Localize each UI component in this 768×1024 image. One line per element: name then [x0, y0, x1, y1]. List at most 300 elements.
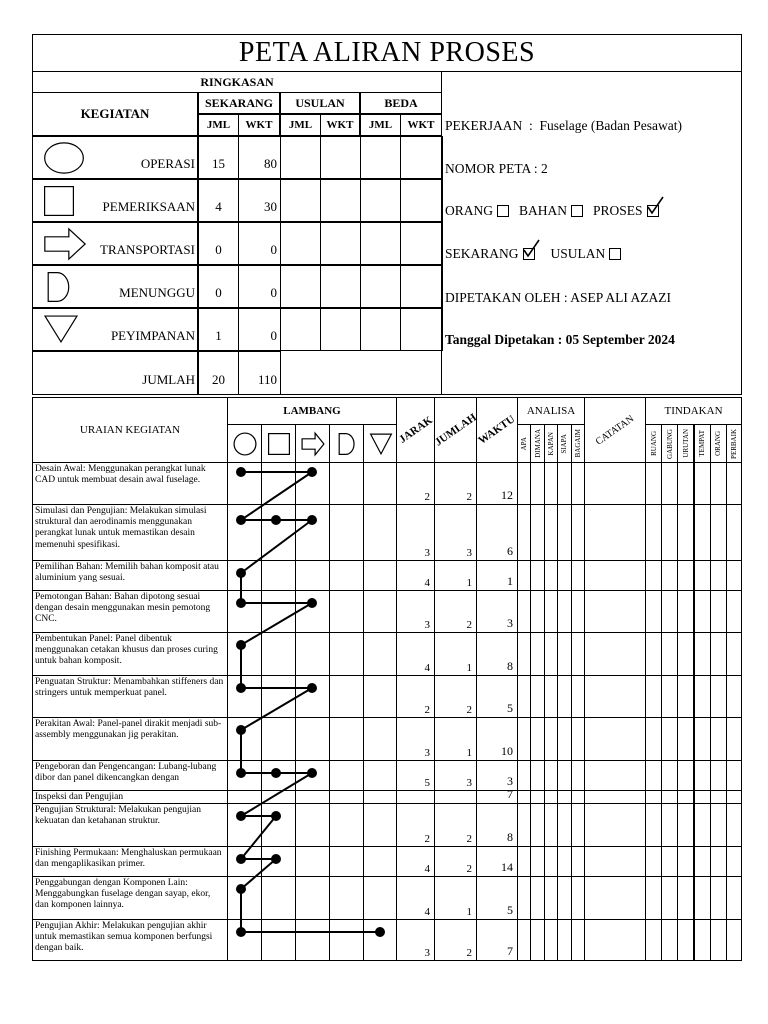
row-description: Pengeboran dan Pengencangan: Lubang-lubang dibor dan panel dikencangkan dengan	[35, 762, 217, 784]
catatan-cell	[584, 675, 646, 718]
analisa-cell	[557, 590, 571, 633]
jml-value: 4	[198, 179, 239, 222]
waktu-value: 3	[476, 590, 518, 633]
tindakan-cell	[677, 846, 694, 877]
tindakan-cell	[694, 919, 711, 961]
lambang-cell	[261, 846, 296, 877]
tindakan-col-label: GABUNG	[665, 428, 674, 459]
lambang-cell	[227, 760, 262, 791]
analisa-cell	[517, 462, 531, 505]
lambang-cell	[295, 803, 330, 847]
lambang-cell	[329, 632, 364, 676]
row-description: Penggabungan dengan Komponen Lain: Menggabungkan fuselage dengan sayap, ekor, dan komponen lainnya.	[35, 878, 211, 911]
catatan-cell	[584, 919, 646, 961]
lambang-col-arrow	[295, 424, 330, 463]
row-description: Pengujian Struktural: Melakukan pengujian kekuatan dan ketahanan struktur.	[35, 805, 201, 827]
lambang-cell	[363, 632, 397, 676]
lambang-cell	[295, 504, 330, 561]
analisa-col-label: BAGAIM	[573, 429, 582, 458]
analisa-cell	[544, 760, 558, 791]
tindakan-cell	[726, 760, 742, 791]
jml-value: 15	[198, 136, 239, 179]
circle-icon	[41, 140, 87, 176]
dipetakan-text: DIPETAKAN OLEH : ASEP ALI AZAZI	[445, 290, 672, 305]
jumlah-value: 2	[434, 675, 477, 718]
tindakan-cell	[677, 790, 694, 804]
tindakan-cell	[710, 675, 727, 718]
lambang-cell	[295, 560, 330, 591]
empty-cell	[360, 179, 401, 222]
lambang-cell	[329, 876, 364, 920]
tindakan-cell	[726, 717, 742, 761]
tindakan-cell	[645, 560, 662, 591]
lambang-cell	[261, 675, 296, 718]
tindakan-cell	[726, 803, 742, 847]
tindakan-cell	[661, 632, 678, 676]
analisa-cell	[571, 760, 585, 791]
lambang-cell	[227, 462, 262, 505]
analisa-cell	[544, 462, 558, 505]
catatan-cell	[584, 590, 646, 633]
tindakan-cell	[661, 462, 678, 505]
waktu-value: 7	[476, 790, 518, 804]
jarak-value: 2	[396, 675, 435, 718]
waktu-value: 12	[476, 462, 518, 505]
table-row	[32, 717, 228, 761]
delay-icon	[334, 431, 360, 457]
tindakan-col-label: URUTAN	[681, 429, 690, 458]
jml-value: 0	[198, 222, 239, 265]
empty-cell	[280, 222, 321, 265]
arrow-icon	[41, 226, 89, 262]
sub-header-jml: JML	[198, 114, 239, 136]
row-description: Perakitan Awal: Panel-panel dirakit menjadi sub-assembly menggunakan jig perakitan.	[35, 719, 222, 741]
analisa-col-label: DIMANA	[533, 429, 542, 458]
analisa-cell	[517, 803, 531, 847]
analisa-cell	[517, 876, 531, 920]
jarak-value: 2	[396, 803, 435, 847]
lambang-cell	[295, 632, 330, 676]
lambang-cell	[227, 675, 262, 718]
lambang-cell	[329, 675, 364, 718]
tindakan-cell	[726, 632, 742, 676]
tindakan-cell	[710, 717, 727, 761]
lambang-cell	[363, 504, 397, 561]
catatan-cell	[584, 846, 646, 877]
analisa-cell	[517, 632, 531, 676]
analisa-cell	[517, 504, 531, 561]
waktu-label: WAKTU	[476, 413, 518, 447]
tindakan-cell	[645, 919, 662, 961]
catatan-label: CATATAN	[593, 412, 637, 448]
kegiatan-header: KEGIATAN	[32, 92, 198, 136]
lambang-cell	[227, 717, 262, 761]
tindakan-cell	[661, 560, 678, 591]
tindakan-cell	[677, 717, 694, 761]
row-description: Pembentukan Panel: Panel dibentuk menggunakan cetakan khusus dan proses curing untuk bahan komposit.	[35, 634, 218, 667]
jarak-value: 3	[396, 590, 435, 633]
lambang-col-triangle	[363, 424, 397, 463]
orang-label: ORANG	[445, 203, 494, 218]
tindakan-cell	[710, 846, 727, 877]
wkt-value: 0	[238, 265, 281, 308]
analisa-cell	[571, 717, 585, 761]
analisa-cell	[517, 675, 531, 718]
bahan-label: BAHAN	[519, 203, 568, 218]
analisa-cell	[571, 790, 585, 804]
lambang-cell	[329, 462, 364, 505]
catatan-cell	[584, 560, 646, 591]
group-header-beda: BEDA	[360, 92, 442, 114]
empty-cell	[320, 265, 361, 308]
table-row	[32, 790, 228, 804]
tindakan-cell	[710, 504, 727, 561]
row-description: Pemilihan Bahan: Memilih bahan komposit atau aluminium yang sesuai.	[35, 562, 219, 584]
jumlah-header	[434, 397, 477, 463]
lambang-cell	[363, 803, 397, 847]
analisa-cell	[530, 876, 544, 920]
lambang-cell	[227, 590, 262, 633]
sekarang-label: SEKARANG	[445, 246, 519, 261]
analisa-cell	[557, 560, 571, 591]
analisa-cell	[557, 717, 571, 761]
checkmark-icon	[647, 197, 665, 215]
jml-value: 0	[198, 265, 239, 308]
tindakan-col-tempat	[694, 424, 711, 463]
tindakan-cell	[645, 790, 662, 804]
analisa-cell	[557, 790, 571, 804]
empty-cell	[360, 136, 401, 179]
empty-cell	[400, 179, 443, 222]
analisa-cell	[517, 790, 531, 804]
catatan-cell	[584, 760, 646, 791]
tindakan-cell	[661, 760, 678, 791]
table-row	[32, 504, 228, 561]
jarak-value: 2	[396, 462, 435, 505]
tindakan-col-label: TEMPAT	[698, 430, 707, 457]
uraian-header: URAIAN KEGIATAN	[32, 397, 228, 463]
tindakan-cell	[726, 504, 742, 561]
waktu-value: 10	[476, 717, 518, 761]
tindakan-cell	[710, 876, 727, 920]
jarak-value: 4	[396, 846, 435, 877]
summary-row-pemeriksaan	[32, 179, 198, 222]
tindakan-cell	[710, 760, 727, 791]
analisa-cell	[571, 590, 585, 633]
sub-header-wkt: WKT	[238, 114, 280, 136]
empty-cell	[320, 136, 361, 179]
tindakan-cell	[645, 760, 662, 791]
catatan-cell	[584, 876, 646, 920]
empty-cell	[280, 179, 321, 222]
tindakan-cell	[661, 717, 678, 761]
analisa-cell	[571, 846, 585, 877]
lambang-cell	[363, 717, 397, 761]
lambang-cell	[261, 790, 296, 804]
waktu-value: 8	[476, 632, 518, 676]
lambang-col-delay	[329, 424, 364, 463]
jumlah-value: 2	[434, 919, 477, 961]
tindakan-cell	[677, 590, 694, 633]
lambang-cell	[363, 846, 397, 877]
row-description: Penguatan Struktur: Menambahkan stiffeners dan stringers untuk memperkuat panel.	[35, 677, 224, 699]
analisa-cell	[557, 462, 571, 505]
tindakan-cell	[661, 876, 678, 920]
analisa-cell	[557, 504, 571, 561]
catatan-cell	[584, 632, 646, 676]
tindakan-cell	[645, 462, 662, 505]
empty-cell	[320, 308, 361, 351]
analisa-cell	[557, 846, 571, 877]
tindakan-cell	[645, 632, 662, 676]
tindakan-cell	[694, 632, 711, 676]
total-jml: 20	[198, 351, 239, 395]
wkt-value: 80	[238, 136, 281, 179]
analisa-cell	[571, 919, 585, 961]
lambang-cell	[261, 876, 296, 920]
orang-checkbox	[497, 205, 509, 217]
lambang-cell	[295, 675, 330, 718]
row-description: Pengujian Akhir: Melakukan pengujian akhir untuk memastikan semua komponen berfungsi dengan baik.	[35, 921, 213, 954]
lambang-cell	[261, 632, 296, 676]
analisa-col-label: KAPAN	[546, 431, 555, 456]
waktu-value: 5	[476, 675, 518, 718]
jarak-value: 4	[396, 876, 435, 920]
jarak-label: JARAK	[396, 414, 435, 446]
jarak-value: 5	[396, 760, 435, 791]
empty-cell	[400, 222, 443, 265]
lambang-cell	[363, 919, 397, 961]
analisa-cell	[544, 675, 558, 718]
lambang-cell	[363, 790, 397, 804]
tindakan-cell	[694, 760, 711, 791]
analisa-cell	[544, 919, 558, 961]
analisa-cell	[530, 560, 544, 591]
tindakan-cell	[645, 675, 662, 718]
jumlah-value	[434, 790, 477, 804]
lambang-col-square	[261, 424, 296, 463]
lambang-cell	[295, 717, 330, 761]
tindakan-cell	[726, 846, 742, 877]
empty-cell	[360, 308, 401, 351]
analisa-cell	[530, 760, 544, 791]
analisa-col-apa	[517, 424, 531, 463]
jumlah-value: 3	[434, 504, 477, 561]
waktu-value: 5	[476, 876, 518, 920]
tindakan-cell	[710, 803, 727, 847]
analisa-cell	[530, 803, 544, 847]
lambang-cell	[329, 717, 364, 761]
proses-label: PROSES	[593, 203, 643, 218]
arrow-icon	[300, 431, 326, 457]
lambang-cell	[329, 560, 364, 591]
usulan-checkbox	[609, 248, 621, 260]
empty-cell	[280, 136, 321, 179]
pekerjaan-text: PEKERJAAN : Fuselage (Badan Pesawat)	[445, 118, 682, 133]
lambang-cell	[295, 462, 330, 505]
catatan-cell	[584, 462, 646, 505]
lambang-cell	[295, 590, 330, 633]
jarak-value: 3	[396, 919, 435, 961]
tindakan-header: TINDAKAN	[645, 397, 742, 425]
tindakan-cell	[710, 462, 727, 505]
row-description: Simulasi dan Pengujian: Melakukan simulasi struktural dan aerodinamis menggunakan perangkat lunak untuk memastikan desain memenuhi spesifikasi.	[35, 506, 207, 550]
waktu-value: 6	[476, 504, 518, 561]
tindakan-cell	[645, 717, 662, 761]
jumlah-value: 1	[434, 876, 477, 920]
lambang-cell	[227, 803, 262, 847]
catatan-header	[584, 397, 646, 463]
lambang-cell	[363, 590, 397, 633]
tindakan-cell	[726, 790, 742, 804]
jml-value: 1	[198, 308, 239, 351]
analisa-cell	[544, 632, 558, 676]
tindakan-col-label: PERBAIK	[729, 428, 738, 459]
catatan-cell	[584, 803, 646, 847]
circle-icon	[232, 431, 258, 457]
empty-cell	[400, 308, 443, 351]
lambang-cell	[261, 803, 296, 847]
tindakan-cell	[726, 919, 742, 961]
waktu-value: 14	[476, 846, 518, 877]
table-row	[32, 462, 228, 505]
table-row	[32, 590, 228, 633]
analisa-cell	[544, 717, 558, 761]
table-row	[32, 803, 228, 847]
lambang-cell	[227, 876, 262, 920]
tindakan-cell	[710, 590, 727, 633]
analisa-cell	[530, 919, 544, 961]
lambang-cell	[329, 504, 364, 561]
analisa-cell	[530, 504, 544, 561]
tindakan-cell	[694, 876, 711, 920]
analisa-cell	[544, 590, 558, 633]
summary-row-label: PEYIMPANAN	[110, 328, 195, 343]
tindakan-cell	[677, 876, 694, 920]
tindakan-cell	[645, 590, 662, 633]
tindakan-cell	[645, 803, 662, 847]
total-label: JUMLAH	[142, 372, 195, 387]
summary-row-label: MENUNGGU	[119, 285, 195, 300]
lambang-cell	[261, 560, 296, 591]
lambang-cell	[295, 760, 330, 791]
tindakan-cell	[677, 462, 694, 505]
summary-total	[32, 351, 198, 395]
triangle-icon	[41, 312, 81, 346]
sekarang-usulan-line	[445, 246, 621, 262]
analisa-cell	[557, 760, 571, 791]
lambang-cell	[295, 919, 330, 961]
waktu-value: 8	[476, 803, 518, 847]
lambang-cell	[261, 590, 296, 633]
jarak-value	[396, 790, 435, 804]
tindakan-cell	[661, 590, 678, 633]
waktu-value: 7	[476, 919, 518, 961]
tindakan-cell	[661, 919, 678, 961]
lambang-cell	[329, 590, 364, 633]
jumlah-value: 3	[434, 760, 477, 791]
analisa-cell	[530, 462, 544, 505]
tindakan-cell	[677, 632, 694, 676]
lambang-cell	[329, 919, 364, 961]
analisa-cell	[530, 590, 544, 633]
tindakan-cell	[677, 560, 694, 591]
analisa-cell	[530, 675, 544, 718]
table-row	[32, 876, 228, 920]
jarak-value: 3	[396, 504, 435, 561]
table-row	[32, 919, 228, 961]
delay-icon	[41, 269, 77, 305]
analisa-cell	[571, 876, 585, 920]
tindakan-cell	[710, 632, 727, 676]
tindakan-cell	[694, 504, 711, 561]
analisa-cell	[544, 560, 558, 591]
analisa-cell	[557, 632, 571, 676]
analisa-cell	[544, 846, 558, 877]
nomor-peta-text: NOMOR PETA : 2	[445, 161, 548, 176]
analisa-cell	[571, 632, 585, 676]
lambang-cell	[363, 760, 397, 791]
sub-header-jml: JML	[280, 114, 321, 136]
tindakan-cell	[677, 919, 694, 961]
tindakan-cell	[694, 590, 711, 633]
summary-row-label: TRANSPORTASI	[100, 242, 195, 257]
tindakan-cell	[645, 876, 662, 920]
empty-cell	[280, 265, 321, 308]
jarak-value: 4	[396, 632, 435, 676]
lambang-cell	[261, 919, 296, 961]
tindakan-cell	[677, 675, 694, 718]
analisa-cell	[557, 675, 571, 718]
lambang-cell	[227, 560, 262, 591]
table-row	[32, 632, 228, 676]
table-row	[32, 675, 228, 718]
tindakan-cell	[694, 462, 711, 505]
analisa-cell	[517, 560, 531, 591]
wkt-value: 30	[238, 179, 281, 222]
lambang-cell	[227, 504, 262, 561]
lambang-cell	[295, 790, 330, 804]
tindakan-cell	[726, 590, 742, 633]
waktu-header	[476, 397, 518, 463]
analisa-cell	[517, 846, 531, 877]
empty-cell	[280, 308, 321, 351]
tindakan-cell	[677, 803, 694, 847]
group-header-usulan: USULAN	[280, 92, 360, 114]
analisa-cell	[571, 504, 585, 561]
empty-cell	[320, 222, 361, 265]
group-header-sekarang: SEKARANG	[198, 92, 280, 114]
empty-cell	[400, 136, 443, 179]
tindakan-cell	[694, 803, 711, 847]
tindakan-cell	[694, 790, 711, 804]
empty-cell	[320, 179, 361, 222]
tindakan-col-orang	[710, 424, 727, 463]
analisa-col-label: APA	[520, 436, 529, 451]
lambang-cell	[295, 846, 330, 877]
analisa-col-label: SIAPA	[560, 433, 569, 454]
tanggal-text: Tanggal Dipetakan : 05 September 2024	[445, 332, 675, 347]
analisa-cell	[517, 590, 531, 633]
tindakan-cell	[726, 876, 742, 920]
empty-cell	[360, 222, 401, 265]
jarak-value: 3	[396, 717, 435, 761]
empty-cell	[400, 265, 443, 308]
wkt-value: 0	[238, 308, 281, 351]
tindakan-col-label: ORANG	[714, 431, 723, 456]
lambang-col-circle	[227, 424, 262, 463]
empty-cell	[360, 265, 401, 308]
